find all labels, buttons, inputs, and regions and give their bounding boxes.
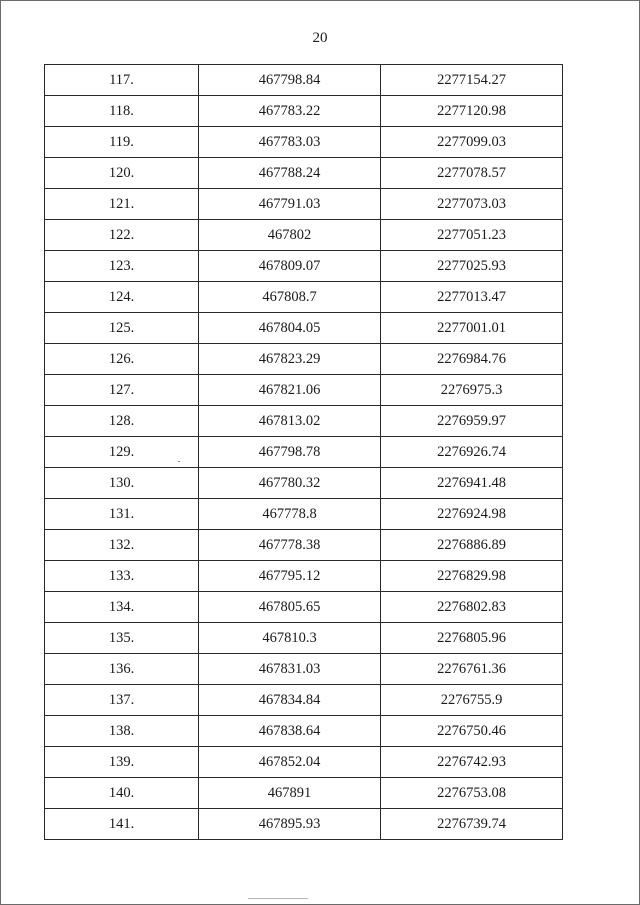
point-number-cell: 120. <box>45 158 199 189</box>
y-coordinate-cell: 2276750.46 <box>381 716 563 747</box>
table-row <box>45 592 563 623</box>
point-number-cell: 140. <box>45 778 199 809</box>
table-row <box>45 685 563 716</box>
point-number-cell: 136. <box>45 654 199 685</box>
x-coordinate-cell: 467813.02 <box>199 406 381 437</box>
scan-edge-mark <box>248 898 308 899</box>
table-row <box>45 375 563 406</box>
y-coordinate-cell: 2276926.74 <box>381 437 563 468</box>
scan-speck <box>178 461 180 462</box>
y-coordinate-cell: 2276984.76 <box>381 344 563 375</box>
point-number-cell: 130. <box>45 468 199 499</box>
y-coordinate-cell: 2277120.98 <box>381 96 563 127</box>
y-coordinate-cell: 2277001.01 <box>381 313 563 344</box>
y-coordinate-cell: 2277051.23 <box>381 220 563 251</box>
table-row <box>45 344 563 375</box>
x-coordinate-cell: 467809.07 <box>199 251 381 282</box>
coordinates-table-body <box>45 65 563 840</box>
x-coordinate-cell: 467834.84 <box>199 685 381 716</box>
y-coordinate-cell: 2276761.36 <box>381 654 563 685</box>
point-number-cell: 131. <box>45 499 199 530</box>
table-row <box>45 251 563 282</box>
x-coordinate-cell: 467798.78 <box>199 437 381 468</box>
y-coordinate-cell: 2277099.03 <box>381 127 563 158</box>
x-coordinate-cell: 467783.03 <box>199 127 381 158</box>
point-number-cell: 132. <box>45 530 199 561</box>
y-coordinate-cell: 2276742.93 <box>381 747 563 778</box>
table-row <box>45 96 563 127</box>
y-coordinate-cell: 2277154.27 <box>381 65 563 96</box>
table-row <box>45 437 563 468</box>
x-coordinate-cell: 467778.38 <box>199 530 381 561</box>
x-coordinate-cell: 467805.65 <box>199 592 381 623</box>
x-coordinate-cell: 467831.03 <box>199 654 381 685</box>
y-coordinate-cell: 2276755.9 <box>381 685 563 716</box>
table-row <box>45 313 563 344</box>
y-coordinate-cell: 2277025.93 <box>381 251 563 282</box>
table-row <box>45 127 563 158</box>
point-number-cell: 126. <box>45 344 199 375</box>
table-row <box>45 282 563 313</box>
x-coordinate-cell: 467808.7 <box>199 282 381 313</box>
table-row <box>45 716 563 747</box>
table-row <box>45 468 563 499</box>
table-row <box>45 623 563 654</box>
x-coordinate-cell: 467821.06 <box>199 375 381 406</box>
table-row <box>45 406 563 437</box>
coordinates-table <box>44 64 563 840</box>
table-row <box>45 561 563 592</box>
point-number-cell: 134. <box>45 592 199 623</box>
point-number-cell: 128. <box>45 406 199 437</box>
table-row <box>45 65 563 96</box>
table-row <box>45 220 563 251</box>
y-coordinate-cell: 2276805.96 <box>381 623 563 654</box>
table-row <box>45 499 563 530</box>
x-coordinate-cell: 467891 <box>199 778 381 809</box>
y-coordinate-cell: 2276959.97 <box>381 406 563 437</box>
table-row <box>45 158 563 189</box>
x-coordinate-cell: 467795.12 <box>199 561 381 592</box>
point-number-cell: 124. <box>45 282 199 313</box>
point-number-cell: 137. <box>45 685 199 716</box>
y-coordinate-cell: 2276941.48 <box>381 468 563 499</box>
table-row <box>45 654 563 685</box>
y-coordinate-cell: 2276753.08 <box>381 778 563 809</box>
y-coordinate-cell: 2276924.98 <box>381 499 563 530</box>
point-number-cell: 121. <box>45 189 199 220</box>
x-coordinate-cell: 467838.64 <box>199 716 381 747</box>
x-coordinate-cell: 467783.22 <box>199 96 381 127</box>
x-coordinate-cell: 467788.24 <box>199 158 381 189</box>
point-number-cell: 118. <box>45 96 199 127</box>
point-number-cell: 129. <box>45 437 199 468</box>
y-coordinate-cell: 2276975.3 <box>381 375 563 406</box>
y-coordinate-cell: 2277073.03 <box>381 189 563 220</box>
point-number-cell: 125. <box>45 313 199 344</box>
point-number-cell: 141. <box>45 809 199 840</box>
y-coordinate-cell: 2276802.83 <box>381 592 563 623</box>
x-coordinate-cell: 467780.32 <box>199 468 381 499</box>
y-coordinate-cell: 2277078.57 <box>381 158 563 189</box>
table-row <box>45 747 563 778</box>
table-row <box>45 778 563 809</box>
point-number-cell: 138. <box>45 716 199 747</box>
table-row <box>45 189 563 220</box>
table-row <box>45 809 563 840</box>
point-number-cell: 127. <box>45 375 199 406</box>
point-number-cell: 122. <box>45 220 199 251</box>
x-coordinate-cell: 467802 <box>199 220 381 251</box>
y-coordinate-cell: 2276829.98 <box>381 561 563 592</box>
x-coordinate-cell: 467804.05 <box>199 313 381 344</box>
x-coordinate-cell: 467791.03 <box>199 189 381 220</box>
point-number-cell: 119. <box>45 127 199 158</box>
point-number-cell: 139. <box>45 747 199 778</box>
y-coordinate-cell: 2276739.74 <box>381 809 563 840</box>
y-coordinate-cell: 2277013.47 <box>381 282 563 313</box>
x-coordinate-cell: 467823.29 <box>199 344 381 375</box>
x-coordinate-cell: 467810.3 <box>199 623 381 654</box>
point-number-cell: 135. <box>45 623 199 654</box>
y-coordinate-cell: 2276886.89 <box>381 530 563 561</box>
x-coordinate-cell: 467852.04 <box>199 747 381 778</box>
point-number-cell: 117. <box>45 65 199 96</box>
point-number-cell: 123. <box>45 251 199 282</box>
x-coordinate-cell: 467895.93 <box>199 809 381 840</box>
table-row <box>45 530 563 561</box>
x-coordinate-cell: 467798.84 <box>199 65 381 96</box>
page-number: 20 <box>312 30 328 46</box>
point-number-cell: 133. <box>45 561 199 592</box>
x-coordinate-cell: 467778.8 <box>199 499 381 530</box>
